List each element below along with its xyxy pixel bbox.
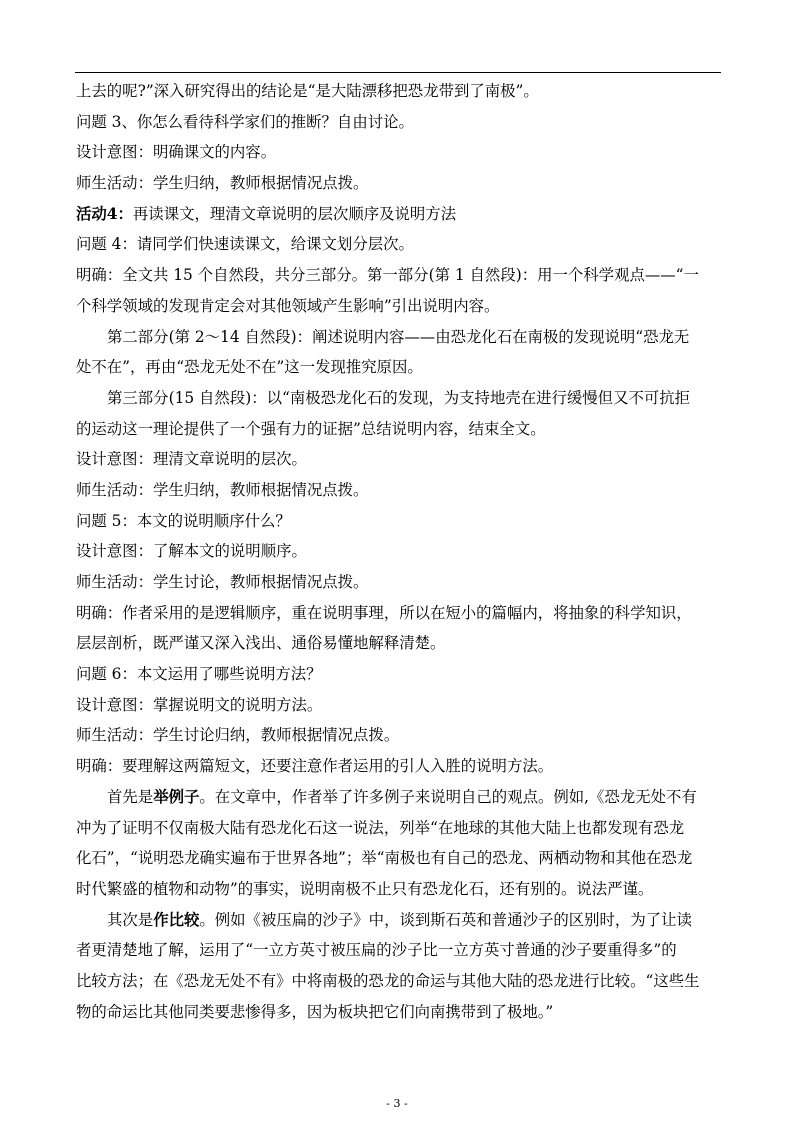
- teacher-student-activity: 师生活动：学生讨论，教师根据情况点拨。: [76, 573, 369, 591]
- design-intent: 设计意图：了解本文的说明顺序。: [76, 542, 307, 561]
- document-body: [76, 76, 722, 1027]
- answer-line: 明确：作者采用的是逻辑顺序，重在说明事理，所以在短小的篇幅内，将抽象的科学知识，: [76, 603, 692, 622]
- example-pre: 首先是: [107, 787, 154, 806]
- example-paragraph-line: 冲为了证明不仅南极大陆有恐龙化石这一说法，列举“在地球的其他大陆上也都发现有恐龙: [76, 818, 685, 837]
- teacher-student-activity: 师生活动：学生归纳，教师根据情况点拨。: [76, 174, 369, 193]
- teacher-student-activity: 师生活动：学生归纳，教师根据情况点拨。: [76, 480, 369, 499]
- question-5: 问题 5：本文的说明顺序什么？: [76, 511, 291, 530]
- compare-paragraph-line: 物的命运比其他同类要悲惨得多，因为板块把它们向南携带到了极地。”: [76, 1002, 554, 1021]
- answer-line: 明确：要理解这两篇短文，还要注意作者运用的引人入胜的说明方法。: [76, 757, 554, 776]
- compare-pre: 其次是: [107, 910, 154, 929]
- activity-4-heading: [76, 199, 722, 230]
- design-intent: 设计意图：掌握说明文的说明方法。: [76, 695, 323, 714]
- activity-4-text: 再读课文，理清文章说明的层次顺序及说明方法: [132, 204, 457, 223]
- part-three-line: 的运动这一理论提供了一个强有力的证据”总结说明内容，结束全文。: [76, 419, 546, 438]
- design-intent: 设计意图：理清文章说明的层次。: [76, 450, 307, 469]
- design-intent: 设计意图：明确课文的内容。: [76, 143, 277, 162]
- question-4: 问题 4：请同学们快速读课文，给课文划分层次。: [76, 235, 414, 254]
- text-line: 上去的呢?”深入研究得出的结论是“是大陆漂移把恐龙带到了南极”。: [76, 82, 539, 100]
- part-three-line: 第三部分(15 自然段)：以“南极恐龙化石的发现，为支持地壳在进行缓慢但又不可抗拒: [107, 388, 691, 407]
- example-post: 。在文章中，作者举了许多例子来说明自己的观点。例如,《恐龙无处不有: [199, 787, 697, 806]
- page-number: - 3 -: [386, 1097, 408, 1110]
- answer-line: 明确：全文共 15 个自然段，共分三部分。第一部分(第 1 自然段)：用一个科学观点——“一: [76, 266, 699, 285]
- part-two-line: 第二部分(第 2～14 自然段)：阐述说明内容——由恐龙化石在南极的发现说明“恐龙无: [107, 327, 690, 346]
- answer-line: 层层剖析，既严谨又深入浅出、通俗易懂地解释清楚。: [76, 634, 446, 653]
- example-paragraph-line: 时代繁盛的植物和动物”的事实，说明南极不止只有恐龙化石，还有别的。说法严谨。: [76, 879, 654, 898]
- compare-paragraph-first-line: [76, 905, 722, 936]
- header-rule: [75, 72, 721, 73]
- answer-line: 个科学领域的发现肯定会对其他领域产生影响”引出说明内容。: [76, 296, 500, 315]
- example-paragraph-first-line: [76, 782, 722, 813]
- compare-post: 。例如《被压扁的沙子》中，谈到斯石英和普通沙子的区别时，为了让读: [199, 910, 692, 929]
- part-two-line: 处不在”，再由“恐龙无处不在”这一发现推究原因。: [76, 358, 423, 377]
- compare-paragraph-line: 比较方法；在《恐龙无处不有》中将南极的恐龙的命运与其他大陆的恐龙进行比较。“这些生: [76, 971, 700, 990]
- question-6: 问题 6：本文运用了哪些说明方法？: [76, 665, 322, 684]
- compare-paragraph-line: 者更清楚地了解，运用了“一立方英寸被压扁的沙子比一立方英寸普通的沙子要重得多”的: [76, 941, 677, 960]
- example-term: 举例子: [153, 787, 200, 806]
- compare-term: 作比较: [153, 910, 200, 929]
- teacher-student-activity: 师生活动：学生讨论归纳，教师根据情况点拨。: [76, 726, 400, 745]
- question-3: 问题 3、你怎么看待科学家们的推断？自由讨论。: [76, 112, 414, 131]
- activity-4-label: 活动4：: [76, 204, 133, 223]
- example-paragraph-line: 化石”，“说明恐龙确实遍布于世界各地”；举“南极也有自己的恐龙、两栖动物和其他在恐龙: [76, 849, 693, 868]
